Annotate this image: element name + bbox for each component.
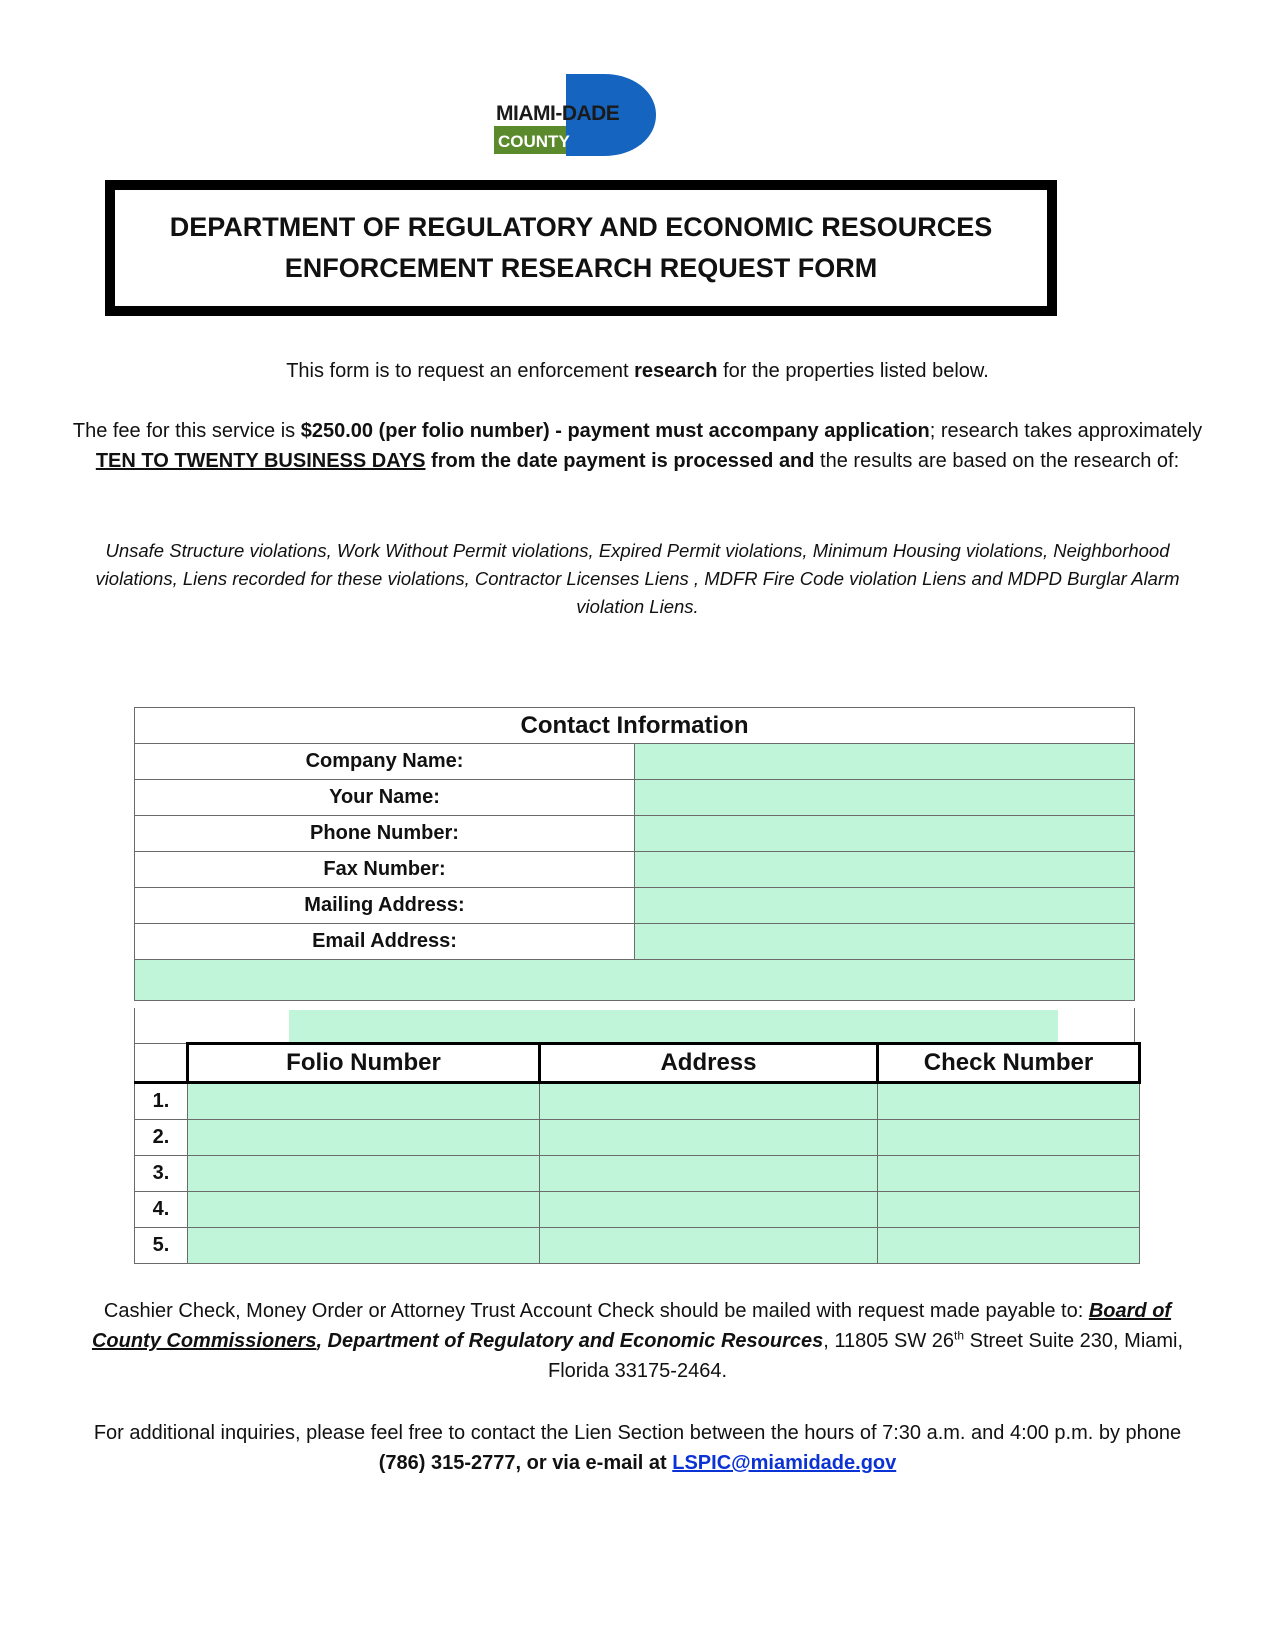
check-number-field[interactable] xyxy=(878,1156,1140,1192)
address-header: Address xyxy=(540,1044,878,1083)
address-field[interactable] xyxy=(540,1083,878,1120)
extra-info-row xyxy=(134,1008,1135,1044)
table-row xyxy=(135,1192,1140,1228)
email-link[interactable]: LSPIC@miamidade.gov xyxy=(672,1452,897,1474)
address-field[interactable] xyxy=(540,1120,878,1156)
your-name-field[interactable] xyxy=(635,780,1135,816)
check-number-field[interactable] xyxy=(878,1192,1140,1228)
mailing-address-field[interactable] xyxy=(635,888,1135,924)
address-field[interactable] xyxy=(540,1228,878,1264)
email-address-label: Email Address: xyxy=(135,924,635,960)
folio-number-field[interactable] xyxy=(188,1228,540,1264)
contact-heading: Contact Information xyxy=(135,708,1135,744)
extra-info-field-2[interactable] xyxy=(289,1010,1058,1042)
department-title: DEPARTMENT OF REGULATORY AND ECONOMIC RESOURCES xyxy=(169,212,993,242)
company-name-label: Company Name: xyxy=(135,744,635,780)
address-field[interactable] xyxy=(540,1156,878,1192)
phone-number-label: Phone Number: xyxy=(135,816,635,852)
contact-information-table xyxy=(134,707,1135,1001)
fax-number-label: Fax Number: xyxy=(135,852,635,888)
email-address-field[interactable] xyxy=(635,924,1135,960)
fax-number-field[interactable] xyxy=(635,852,1135,888)
folio-number-field[interactable] xyxy=(188,1156,540,1192)
inquiries-text: For additional inquiries, please feel free to contact the Lien Section between the hours of 7:30 a.m. and 4:00 p.m. by phone (786) 315-2777, or via e-mail at LSPIC@miamidade.gov xyxy=(93,1422,1182,1474)
svg-text:COUNTY: COUNTY xyxy=(498,132,570,151)
row-number: 5. xyxy=(135,1228,188,1264)
violations-list: Unsafe Structure violations, Work Without Permit violations, Expired Permit violations, Minimum Housing violations, Neighborhood violations, Liens recorded for these violations, Contractor Licenses Liens , MDFR Fire Code violation Liens and MDPD Burglar Alarm violation Liens. xyxy=(95,540,1180,617)
table-row xyxy=(135,1083,1140,1120)
company-name-field[interactable] xyxy=(635,744,1135,780)
table-row xyxy=(135,1120,1140,1156)
row-number: 4. xyxy=(135,1192,188,1228)
your-name-label: Your Name: xyxy=(135,780,635,816)
table-row xyxy=(135,1156,1140,1192)
row-number: 2. xyxy=(135,1120,188,1156)
check-number-field[interactable] xyxy=(878,1083,1140,1120)
intro-text: This form is to request an enforcement research for the properties listed below. xyxy=(286,360,989,382)
payment-instructions: Cashier Check, Money Order or Attorney Trust Account Check should be mailed with request made payable to: Board of County Commissioners, Department of Regulatory and Economic Resources, 11805 SW 26th Street Suite 230, Miami, Florida 33175-2464. xyxy=(91,1300,1184,1382)
mailing-address-label: Mailing Address: xyxy=(135,888,635,924)
folio-number-field[interactable] xyxy=(188,1083,540,1120)
phone-number-field[interactable] xyxy=(635,816,1135,852)
table-row xyxy=(135,1228,1140,1264)
miami-dade-county-logo xyxy=(494,74,656,156)
address-field[interactable] xyxy=(540,1192,878,1228)
folio-number-header: Folio Number xyxy=(188,1044,540,1083)
svg-text:MIAMI-DADE: MIAMI-DADE xyxy=(496,102,620,125)
row-number: 3. xyxy=(135,1156,188,1192)
folio-table xyxy=(134,1042,1141,1264)
folio-number-field[interactable] xyxy=(188,1192,540,1228)
folio-number-field[interactable] xyxy=(188,1120,540,1156)
fee-text: The fee for this service is $250.00 (per folio number) - payment must accompany application; research takes approximately TEN TO TWENTY BUSINESS DAYS from the date payment is processed and the results are based on the research of: xyxy=(72,420,1203,472)
extra-info-field[interactable] xyxy=(135,960,1135,1001)
check-number-header: Check Number xyxy=(878,1044,1140,1083)
form-title: ENFORCEMENT RESEARCH REQUEST FORM xyxy=(284,253,878,283)
row-number-header xyxy=(135,1044,188,1083)
check-number-field[interactable] xyxy=(878,1120,1140,1156)
check-number-field[interactable] xyxy=(878,1228,1140,1264)
form-title-box xyxy=(105,180,1057,316)
row-number: 1. xyxy=(135,1083,188,1120)
